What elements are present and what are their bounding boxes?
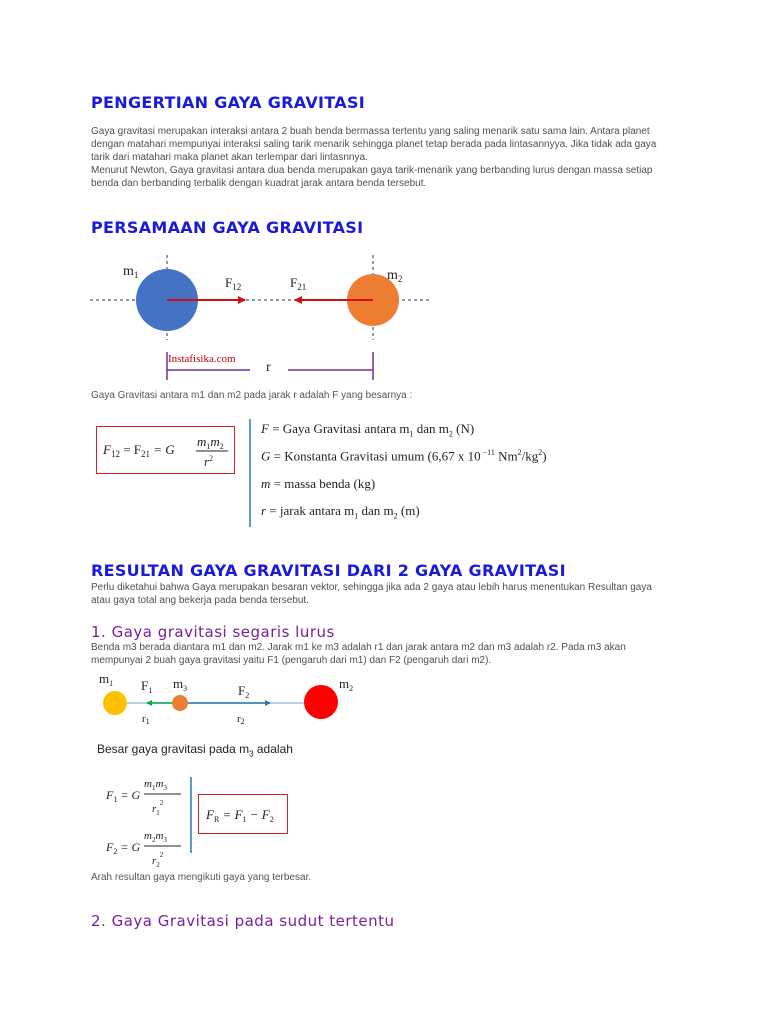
heading-sudut-tertentu: 2. Gaya Gravitasi pada sudut tertentu [91,912,395,930]
mass-m3-sphere [172,695,188,711]
paragraph-pengertian-2: Menurut Newton, Gaya gravitasi antara dua benda merupakan gaya tarik-menarik yang berbanding lurus dengan massa setiap benda dan berbanding terbalik dengan kuadrat jarak antara benda tersebut. [91,165,653,189]
mass-m2-sphere [304,685,338,719]
legend-divider [249,419,251,527]
svg-text:r12: $r_1^2$ [152,799,164,817]
legend-m: m = massa benda (kg) [261,476,376,491]
paragraph-pengertian [91,125,671,190]
svg-text:m2m3: $m_2m_3$ [144,830,167,844]
gravity-diagram-two-masses [90,255,450,383]
formula-gravitasi [97,427,233,472]
label-r1: r1 [142,713,150,726]
label-m1: $m_1$ [99,672,114,688]
formula-f2 [104,824,186,872]
paragraph-resultan: Perlu diketahui bahwa Gaya merupakan besaran vektor, sehingga jika ada 2 gaya atau lebih harus menentukan Resultan gaya atau gaya total ang bekerja pada benda tersebut. [91,582,652,606]
svg-text:r2: $r^2$ [204,454,214,469]
heading-segaris-lurus: 1. Gaya gravitasi segaris lurus [91,623,335,641]
heading-persamaan: PERSAMAAN GAYA GRAVITASI [91,218,364,237]
gravity-diagram-three-masses [95,672,375,732]
legend-g: G = Konstanta Gravitasi umum (6,67 x 10 $^{-11}$ $Nm^2/kg^2$) [261,448,547,464]
svg-text:F12 = F21 = G: $F_{12} = F_{21} = G$ [103,442,175,459]
svg-text:F1 = G: $F_1 = G$ [106,788,141,804]
formula-box-resultan [198,794,288,834]
legend-r: r = jarak antara $m_1$ dan $m_2$ (m) [261,503,420,521]
paragraph-segaris-lurus: Benda m3 berada diantara m1 dan m2. Jarak m1 ke m3 adalah r1 dan jarak antara m2 dan m3 adalah r2. Pada m3 akan mempunyai 2 buah gaya gravitasi yaitu F1 (pengaruh dari m1) dan F2 (pengaruh dari m2). [91,642,626,666]
label-m3: $m_3$ [173,676,188,693]
heading-resultan: RESULTAN GAYA GRAVITASI DARI 2 GAYA GRAVITASI [91,561,566,580]
label-f12: $F_{12}$ [225,275,242,292]
label-m1: $m_1$ [123,264,139,280]
heading-pengertian: PENGERTIAN GAYA GRAVITASI [91,93,366,112]
svg-text:F2 = G: $F_2 = G$ [106,840,141,856]
svg-text:m1m2: $m_1m_2$ [197,434,224,451]
formula-f1 [104,772,186,820]
caption-persamaan: Gaya Gravitasi antara m1 dan m2 pada jarak r adalah F yang besarnya : [91,390,413,401]
paragraph-pengertian-1: Gaya gravitasi merupakan interaksi antara 2 buah benda bermassa tertentu yang saling menarik satu sama lain. Antara planet dengan matahari mempunyai interaksi saling tarik menarik sehingga planet tetap berada pada lintasannyya. Jika tidak ada gaya tarik dari matahari maka planet akan terlempar dari lintasnnya. [91,126,657,163]
mass-m1-sphere [103,691,127,715]
legend-f: F = Gaya Gravitasi antara $m_1$ dan $m_2$ (N) [261,421,475,439]
label-m2: $m_2$ [339,676,354,693]
svg-text:r22: $r_2^2$ [152,851,164,869]
label-r: r [266,360,271,375]
watermark-instafisika: Instafisika.com [168,353,236,365]
besar-gaya-text: Besar gaya gravitasi pada $m_3$ adalah [97,742,293,759]
arah-resultan-text: Arah resultan gaya mengikuti gaya yang terbesar. [91,872,312,883]
label-r2: r2 [237,713,245,726]
svg-text:FR = F1 − F2: $F_R = F_1 - F_2$ [206,807,274,824]
svg-text:m1m3: $m_1m_3$ [144,778,167,792]
label-f21: $F_{21}$ [290,275,307,292]
formula-divider [190,777,192,853]
label-f2: $F_2$ [238,683,250,700]
label-m2: $m_2$ [387,268,403,284]
label-f1: $F_1$ [141,678,153,695]
formula-box-gravitasi [96,426,235,474]
formula-resultan [199,795,286,832]
